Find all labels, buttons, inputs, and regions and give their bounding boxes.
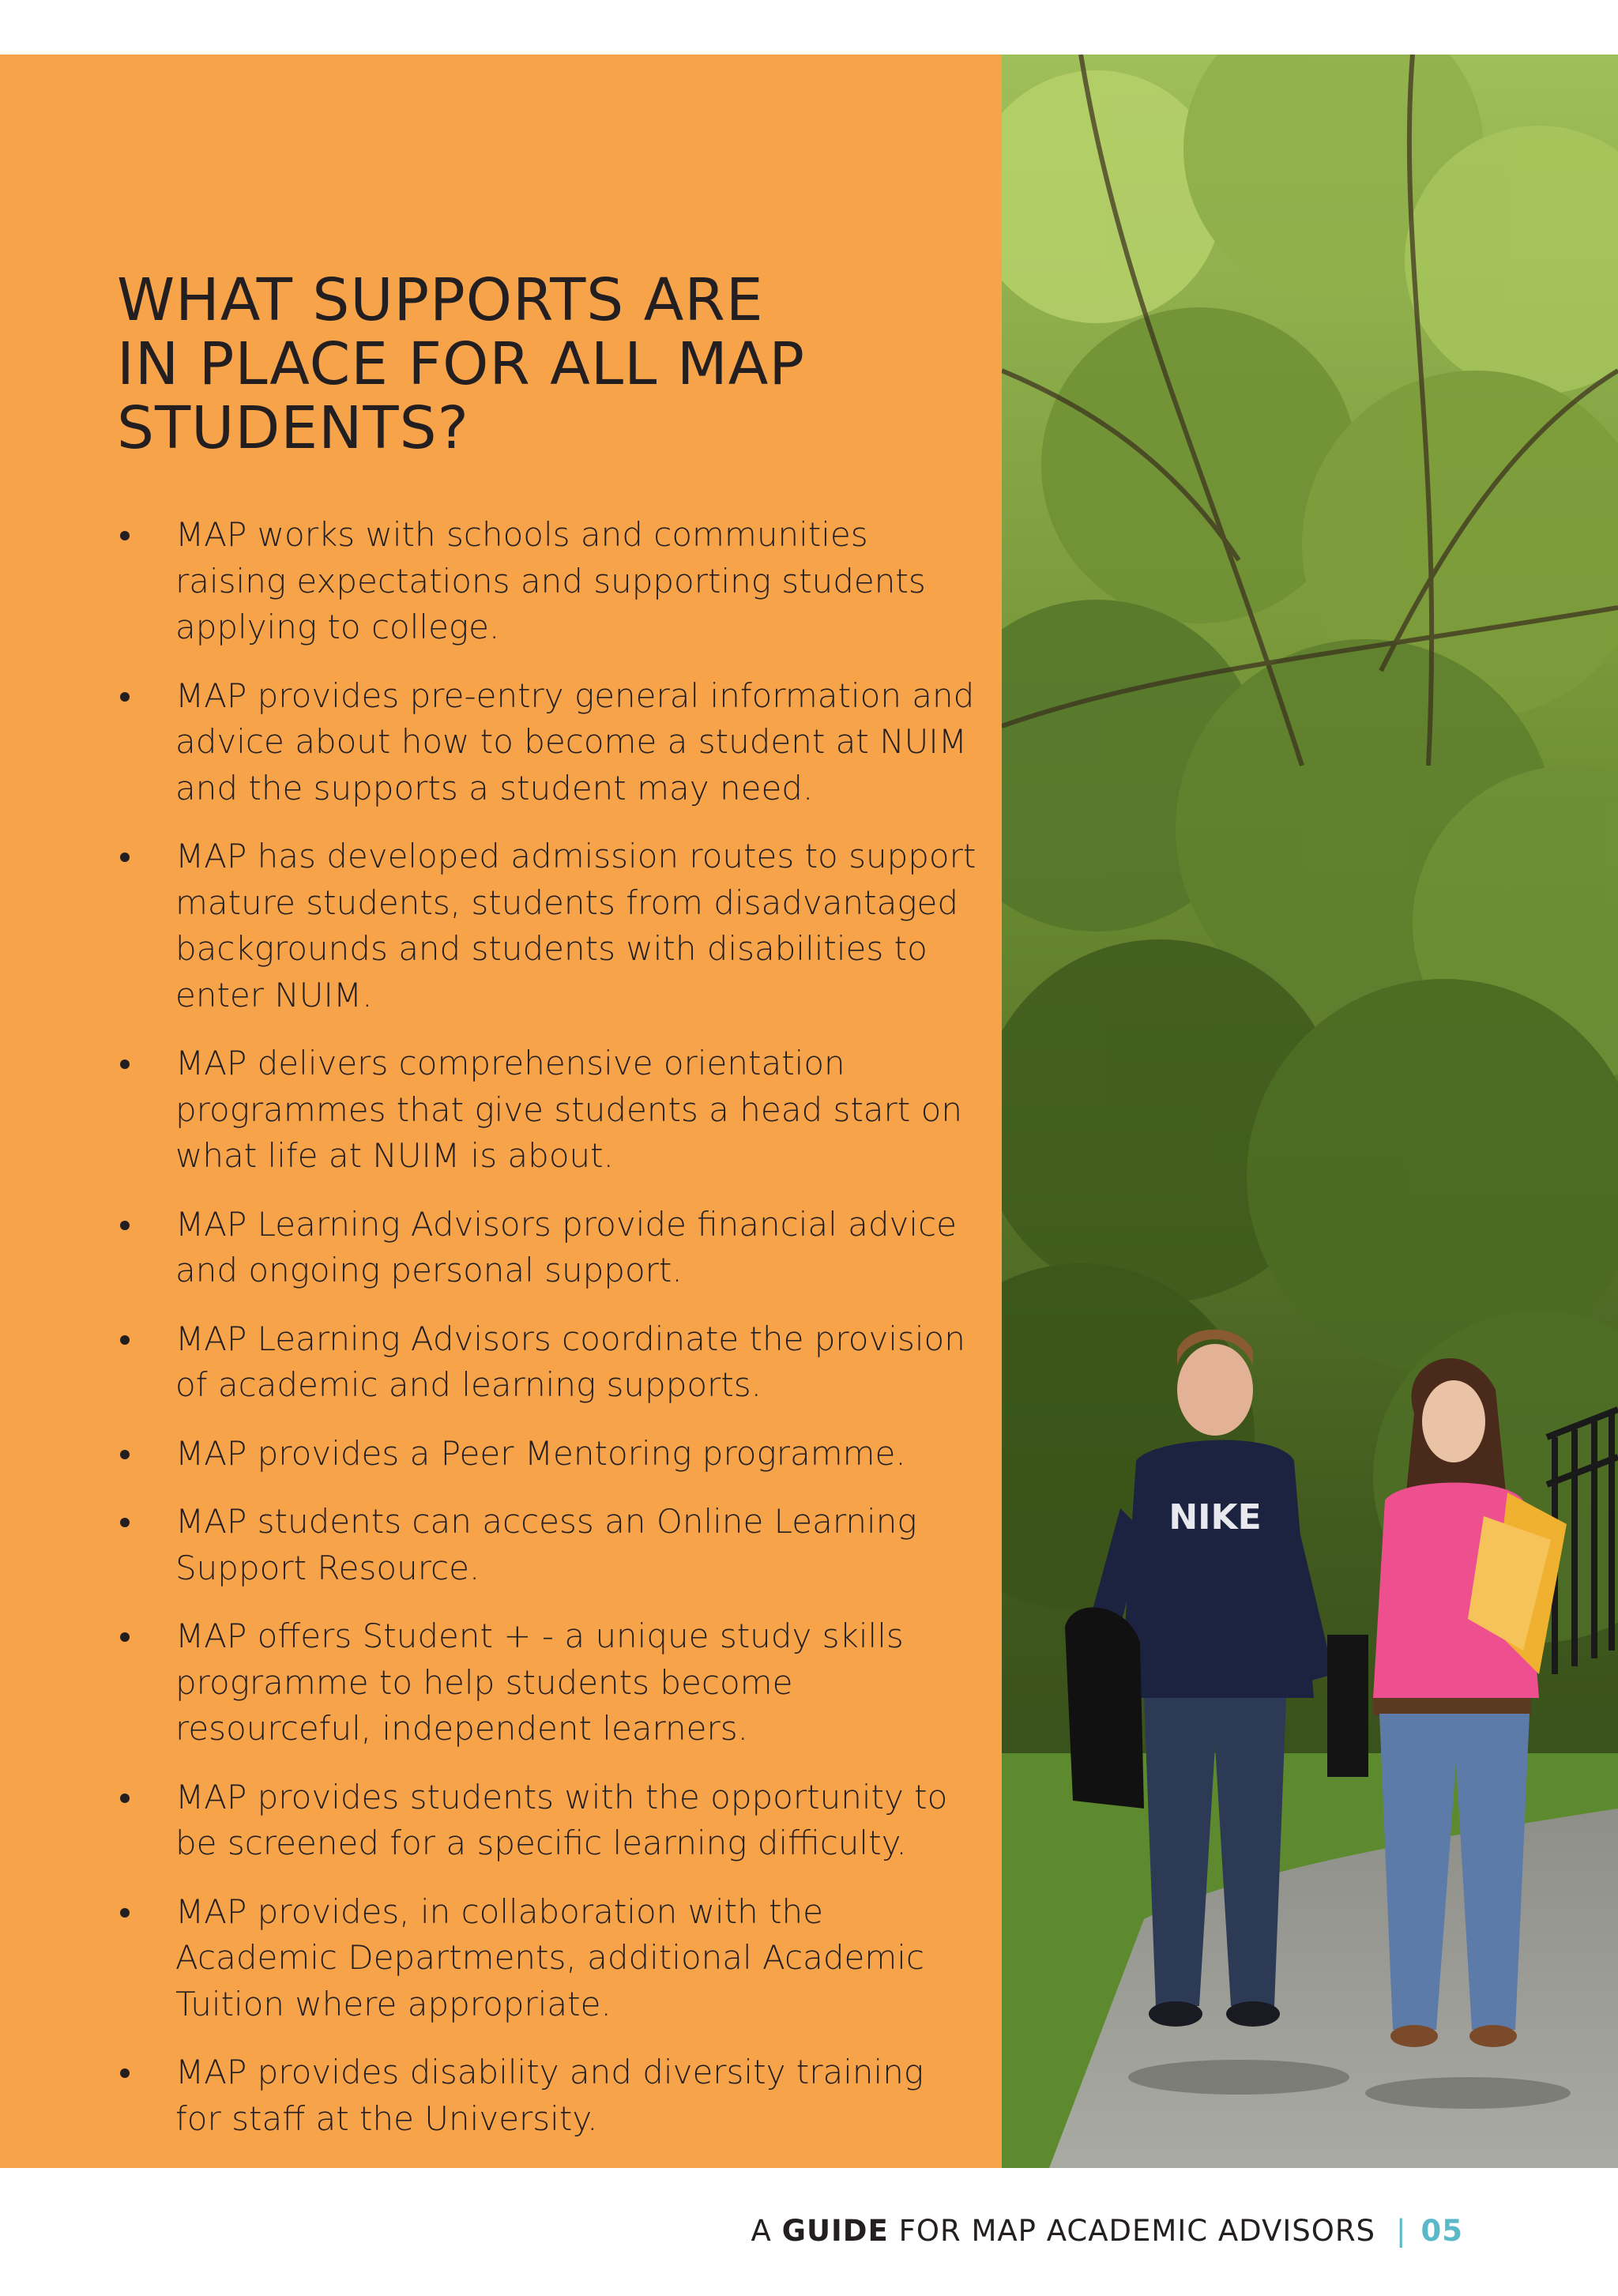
supports-list [117, 512, 978, 2164]
list-item-text: MAP Learning Advisors provide financial advice and ongoing personal support. [175, 1204, 958, 1289]
list-item-text: MAP works with schools and communities raising expectations and supporting students applying to college. [175, 515, 926, 646]
footer-title: FOR MAP ACADEMIC ADVISORS [898, 2214, 1376, 2248]
list-item [117, 1431, 978, 1477]
students-walking-photo [1002, 55, 1618, 2168]
list-item-text: MAP provides, in collaboration with the Academic Departments, additional Academic Tuition where appropriate. [175, 1891, 925, 2023]
list-item-text: MAP has developed admission routes to support mature students, students from disadvantaged backgrounds and students with disabilities to enter NUIM. [175, 837, 976, 1014]
bullet-icon [120, 853, 130, 862]
list-item-text: MAP provides disability and diversity training for staff at the University. [175, 2053, 924, 2138]
heading-line-2: IN PLACE FOR ALL MAP [117, 330, 805, 398]
list-item-text: MAP provides students with the opportunity to be screened for a specific learning difficulty. [175, 1777, 948, 1862]
bullet-icon [120, 1518, 130, 1527]
bullet-icon [120, 1335, 130, 1345]
page-heading [117, 266, 970, 462]
bullet-icon [120, 1060, 130, 1069]
bullet-icon [120, 692, 130, 702]
page-number: 05 [1420, 2214, 1463, 2248]
list-item [117, 1041, 978, 1180]
bullet-icon [120, 1632, 130, 1642]
list-item-text: MAP Learning Advisors coordinate the provision of academic and learning supports. [175, 1319, 965, 1404]
list-item-text: MAP students can access an Online Learning Support Resource. [175, 1502, 917, 1587]
list-item-text: MAP offers Student + - a unique study skills programme to help students become resourceful, independent learners. [175, 1617, 904, 1748]
list-item [117, 1889, 978, 2028]
page-footer [751, 2214, 1463, 2248]
heading-line-1: WHAT SUPPORTS ARE [117, 266, 764, 334]
footer-separator: | [1396, 2214, 1407, 2248]
list-item [117, 1202, 978, 1294]
bullet-icon [120, 2068, 130, 2078]
heading-line-3: STUDENTS? [117, 394, 469, 462]
list-item [117, 1613, 978, 1752]
list-item [117, 673, 978, 812]
bullet-icon [120, 1450, 130, 1459]
footer-prefix: A [751, 2214, 772, 2248]
list-item [117, 2049, 978, 2142]
list-item [117, 1775, 978, 1867]
bullet-icon [120, 531, 130, 540]
footer-bold-word: GUIDE [781, 2214, 889, 2248]
bullet-icon [120, 1221, 130, 1230]
list-item [117, 512, 978, 651]
list-item-text: MAP delivers comprehensive orientation programmes that give students a head start on what life at NUIM is about. [175, 1044, 962, 1175]
photo-illustration [1002, 55, 1618, 2168]
list-item-text: MAP provides a Peer Mentoring programme. [175, 1433, 906, 1473]
list-item [117, 834, 978, 1018]
list-item [117, 1499, 978, 1591]
list-item-text: MAP provides pre-entry general information and advice about how to become a student at NUIM and the supports a student may need. [175, 676, 975, 807]
bullet-icon [120, 1794, 130, 1803]
shirt-logo-text: NIKE [1168, 1497, 1262, 1538]
bullet-icon [120, 1908, 130, 1918]
list-item [117, 1316, 978, 1409]
